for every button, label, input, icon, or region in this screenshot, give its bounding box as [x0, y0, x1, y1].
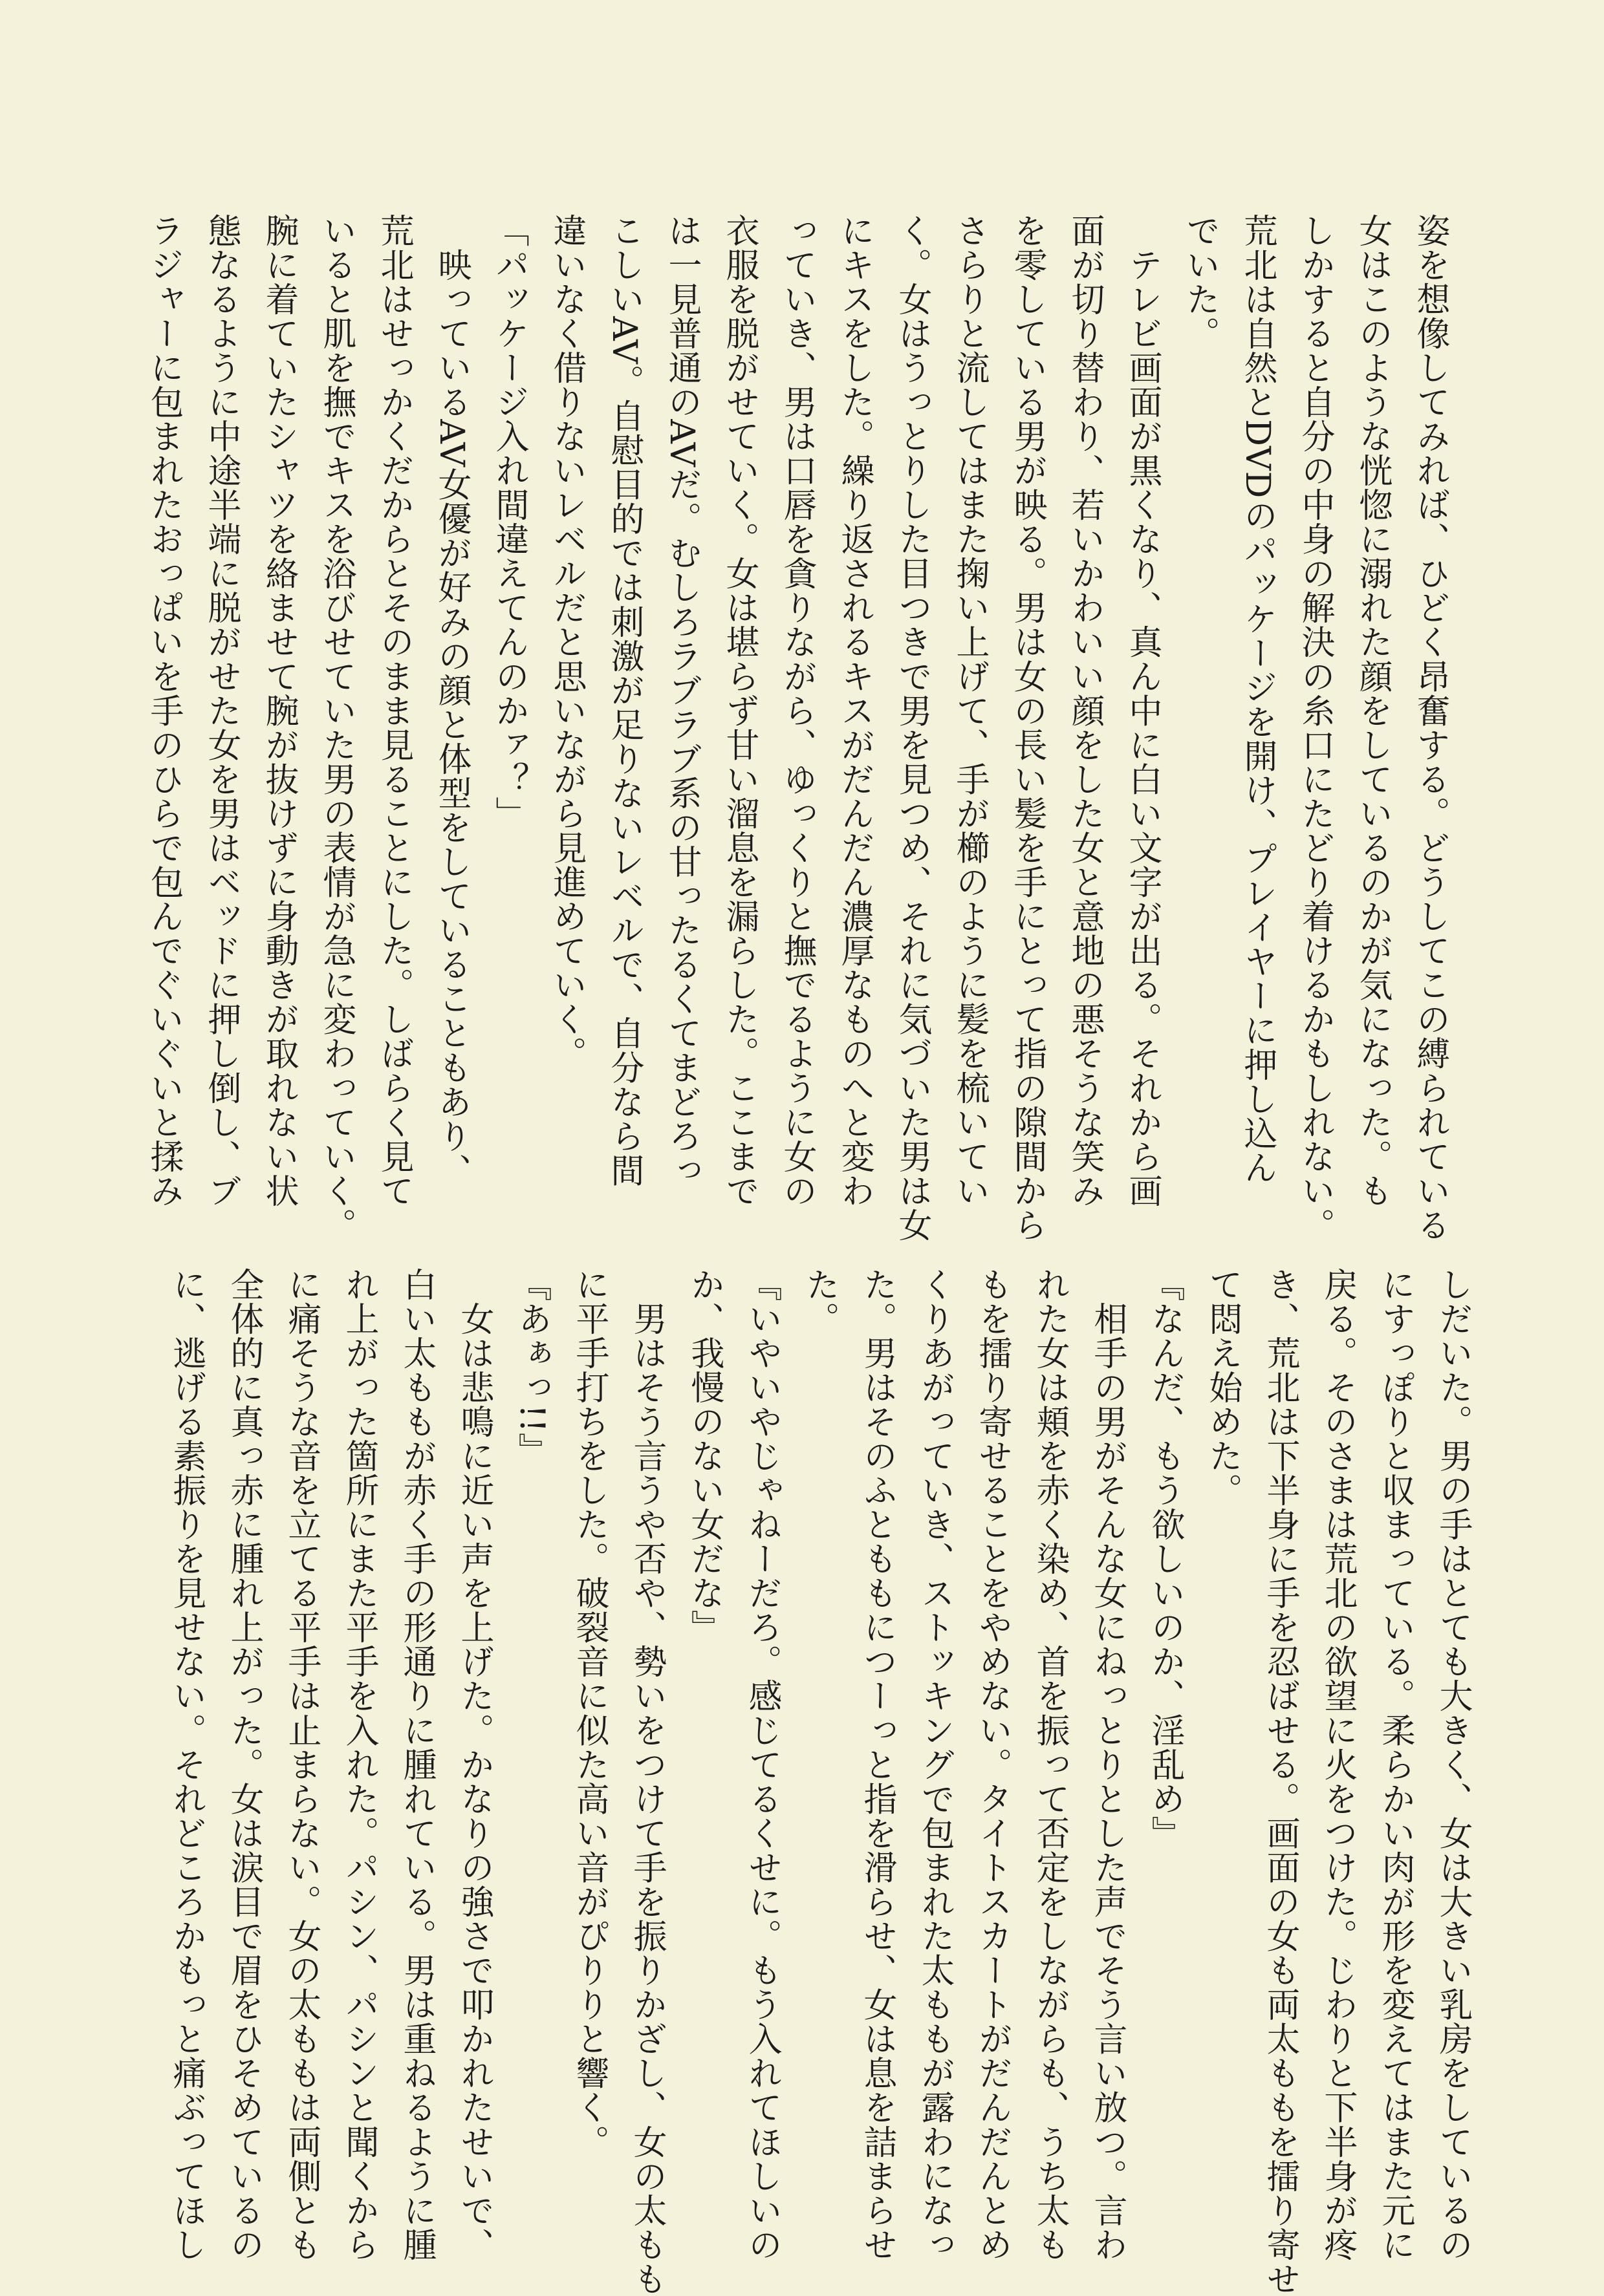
text-line: 女はこのような恍惚に溺れた顔をしているのかが気になった。も	[1353, 213, 1392, 1208]
text-line: っていき、男は口唇を貪りながら、ゆっくりと撫でるように女の	[777, 213, 816, 1208]
text-line: 荒北は自然とDVDのパッケージを開け、プレイヤーに押し込ん	[1238, 213, 1277, 1185]
text-line: た。男はそのふとももにつーっと指を滑らせ、女は息を詰まらせ	[858, 1267, 896, 2262]
text-line: でいた。	[1180, 213, 1219, 351]
text-line: 『なんだ、もう欲しいのか、淫乱め』	[1145, 1267, 1184, 1851]
text-line: く。女はうっとりした目つきで男を見つめ、それに気づいた男は女	[893, 213, 931, 1243]
text-line: を零している男が映る。男は女の長い髪を手にとって指の隙間から	[1008, 213, 1046, 1243]
text-line: しだいた。男の手はとても大きく、女は大きい乳房をしているの	[1433, 1267, 1472, 2262]
lower-text-block	[167, 1267, 1481, 2296]
text-line: にキスをした。繰り返されるキスがだんだん濃厚なものへと変わ	[835, 213, 874, 1208]
text-line: 荒北はせっかくだからとそのまま見ることにした。しばらく見て	[374, 213, 413, 1208]
text-line: 映っているAV女優が好みの顔と体型をしていることもあり、	[432, 213, 471, 1188]
text-line: て悶え始めた。	[1203, 1267, 1242, 1508]
text-line: 全体的に真っ赤に腫れ上がった。女は涙目で眉をひそめているの	[224, 1267, 263, 2262]
text-line: 違いなく借りないレベルだと思いながら見進めていく。	[547, 213, 586, 1071]
text-line: に平手打ちをした。破裂音に似た高い音がぴりりと響く。	[570, 1267, 609, 2160]
text-line: に、逃げる素振りを見せない。それどころかもっと痛ぶってほし	[167, 1267, 206, 2262]
text-line: 白い太ももが赤く手の形通りに腫れている。男は重ねるように腫	[397, 1267, 436, 2262]
text-line: にすっぽりと収まっている。柔らかい肉が形を変えてはまた元に	[1376, 1267, 1414, 2262]
text-line: 男はそう言うや否や、勢いをつけて手を振りかざし、女の太もも	[627, 1267, 666, 2296]
text-line: 戻る。そのさまは荒北の欲望に火をつけた。じわりと下半身が疼	[1318, 1267, 1357, 2262]
text-line: れ上がった箇所にまた平手を入れた。パシン、パシンと聞くから	[340, 1267, 378, 2262]
text-line: か、我慢のない女だな』	[685, 1267, 724, 1645]
text-line: れた女は頬を赤く染め、首を振って否定をしながらも、うち太も	[1030, 1267, 1069, 2262]
text-line: しかすると自分の中身の解決の糸口にたどり着けるかもしれない。	[1295, 213, 1334, 1243]
text-line: た。	[800, 1267, 839, 1336]
text-line: 女は悲鳴に近い声を上げた。かなりの強さで叩かれたせいで、	[455, 1267, 493, 2262]
text-line: 『いやいやじゃねーだろ。感じてるくせに。もう入れてほしいの	[742, 1267, 781, 2262]
text-line: くりあがっていき、ストッキングで包まれた太ももが露わになっ	[915, 1267, 954, 2262]
text-line: 腕に着ていたシャツを絡ませて腕が抜けずに身動きが取れない状	[259, 213, 298, 1208]
text-line: き、荒北は下半身に手を忍ばせる。画面の女も両太ももを擂り寄せ	[1261, 1267, 1299, 2296]
text-line: 「パッケージ入れ間違えてんのかァ？」	[490, 213, 528, 831]
text-line: もを擂り寄せることをやめない。タイトスカートがだんだんとめ	[973, 1267, 1012, 2262]
text-line: こしいAV。自慰目的では刺激が足りないレベルで、自分なら間	[605, 213, 644, 1188]
text-line: 面が切り替わり、若いかわいい顔をした女と意地の悪そうな笑み	[1065, 213, 1104, 1208]
text-line: 姿を想像してみれば、ひどく昂奮する。どうしてこの縛られている	[1411, 213, 1449, 1243]
text-line: 相手の男がそんな女にねっとりとした声でそう言い放つ。言わ	[1088, 1267, 1127, 2262]
upper-text-block	[144, 213, 1458, 1243]
text-line: 衣服を脱がせていく。女は堪らず甘い溜息を漏らした。ここまで	[720, 213, 759, 1208]
text-line: は一見普通のAVだ。むしろラブラブ系の甘ったるくてまどろっ	[662, 213, 701, 1188]
text-line: テレビ画面が黒くなり、真ん中に白い文字が出る。それから画	[1123, 213, 1162, 1208]
text-line: 態なるように中途半端に脱がせた女を男はベッドに押し倒し、ブ	[202, 213, 241, 1208]
text-line: に痛そうな音を立てる平手は止まらない。女の太ももは両側とも	[282, 1267, 321, 2262]
text-line: さらりと流してはまた掬い上げて、手が櫛のように髪を梳いてい	[950, 213, 989, 1208]
text-line: 『あぁっ!!』	[512, 1267, 551, 1468]
text-line: ラジャーに包まれたおっぱいを手のひらで包んでぐいぐいと揉み	[144, 213, 183, 1208]
text-line: いると肌を撫でキスを浴びせていた男の表情が急に変わっていく。	[317, 213, 356, 1243]
